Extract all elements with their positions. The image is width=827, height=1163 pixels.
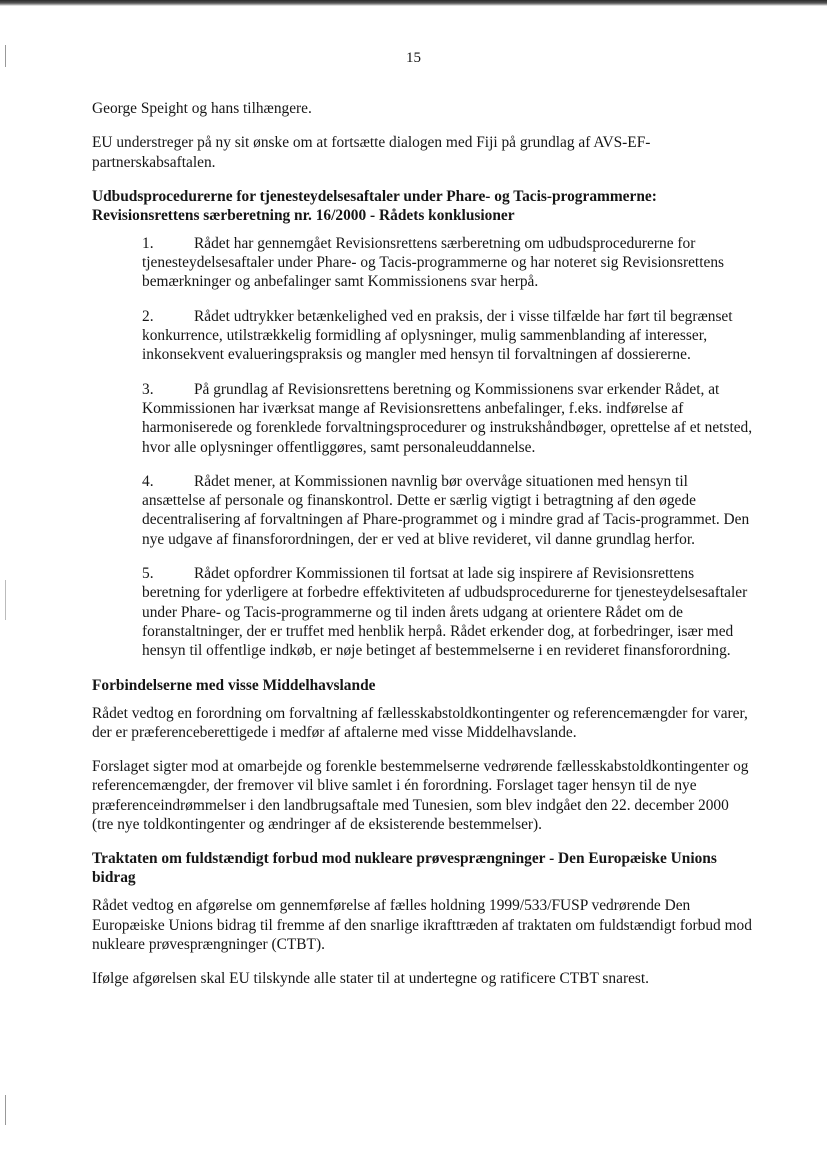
item-text: Rådet opfordrer Kommissionen til fortsat at lade sig inspirere af Revisionsrettens beretning for yderligere at forbedre effektiviteten af udbudsprocedurerne for tjenesteydelsesaftaler under Phare- og Tacis-programmerne og til inden årets udgang at orientere Rådet om de foranstaltninger, der er truffet med henblik herpå. Rådet erkender dog, at forbedringer, især med hensyn til offentlige indkøb, er nøje betinget af bestemmelserne i en revideret finansforordning.	[142, 565, 748, 660]
item-number: 1.	[142, 234, 154, 252]
scan-margin-mark	[5, 580, 6, 620]
item-text: Rådet udtrykker betænkelighed ved en praksis, der i visse tilfælde har ført til begrænset konkurrence, utilstrækkelig formidling af oplysninger, mulig sammenblanding af interesser, inkonsekvent evalueringspraksis og mangler med hensyn til forvaltningen af dossiererne.	[142, 307, 733, 364]
paragraph: Forslaget sigter mod at omarbejde og forenkle bestemmelserne vedrørende fællesskabstoldkontingenter og referencemængder, der fremover vil blive samlet i én forordning. Forslaget tager hensyn til de nye præferenceindrømmelser i den landbrugsaftale med Tunesien, som blev indgået den 22. december 2000 (tre nye toldkontingenter og ændringer af de eksisterende bestemmelser).	[92, 758, 749, 834]
item-text: Rådet mener, at Kommissionen navnlig bør overvåge situationen med hensyn til ansættelse af personale og finanskontrol. Dette er særlig vigtigt i betragtning af den øgede decentralisering af forvaltningen af Phare-programmet og i mindre grad af Tacis-programmet. Den nye udgave af finansforordningen, der er ved at blive revideret, vil danne grundlag herfor.	[142, 472, 750, 548]
document-body	[92, 99, 754, 1004]
scan-margin-mark	[5, 1095, 6, 1125]
section-heading: Udbudsprocedurerne for tjenesteydelsesaftaler under Phare- og Tacis-programmerne: Revisionsrettens særberetning nr. 16/2000 - Rådets konklusioner	[92, 187, 657, 224]
paragraph: Rådet vedtog en afgørelse om gennemførelse af fælles holdning 1999/533/FUSP vedrørende Den Europæiske Unions bidrag til fremme af den snarlige ikrafttræden af traktaten om fuldstændigt forbud mod nukleare prøvesprængninger (CTBT).	[92, 897, 752, 953]
paragraph: EU understreger på ny sit ønske om at fortsætte dialogen med Fiji på grundlag af AVS-EF-partnerskabsaftalen.	[92, 134, 651, 171]
numbered-paragraph	[142, 472, 754, 549]
paragraph: Ifølge afgørelsen skal EU tilskynde alle stater til at undertegne og ratificere CTBT snarest.	[92, 970, 650, 988]
item-text: Rådet har gennemgået Revisionsrettens særberetning om udbudsprocedurerne for tjenesteydelsesaftaler under Phare- og Tacis-programmerne og har noteret sig Revisionsrettens bemærkninger og anbefalinger samt Kommissionens svar herpå.	[142, 234, 725, 291]
numbered-paragraph	[142, 564, 754, 660]
section-heading: Traktaten om fuldstændigt forbud mod nukleare prøvesprængninger - Den Europæiske Unions bidrag	[92, 850, 717, 887]
item-number: 2.	[142, 307, 154, 325]
numbered-paragraph	[142, 380, 754, 457]
scan-top-edge	[0, 0, 827, 6]
paragraph: Rådet vedtog en forordning om forvaltning af fællesskabstoldkontingenter og referencemængder for varer, der er præferenceberettigede i medfør af aftalerne med visse Middelhavslande.	[92, 704, 748, 741]
section-heading: Forbindelserne med visse Middelhavslande	[92, 676, 376, 694]
item-number: 3.	[142, 380, 154, 398]
item-text: På grundlag af Revisionsrettens beretning og Kommissionens svar erkender Rådet, at Kommissionen har iværksat mange af Revisionsrettens anbefalinger, f.eks. indførelse af harmoniserede og forenklede forvaltningsprocedurer og instrukshåndbøger, oprettelse af et netsted, hvor alle oplysninger offentliggøres, samt personaleuddannelse.	[142, 380, 753, 456]
page-number: 15	[406, 50, 421, 66]
item-number: 4.	[142, 472, 154, 490]
item-number: 5.	[142, 565, 154, 583]
numbered-paragraph	[142, 234, 754, 292]
paragraph: George Speight og hans tilhængere.	[92, 100, 312, 117]
numbered-paragraph	[142, 307, 754, 365]
